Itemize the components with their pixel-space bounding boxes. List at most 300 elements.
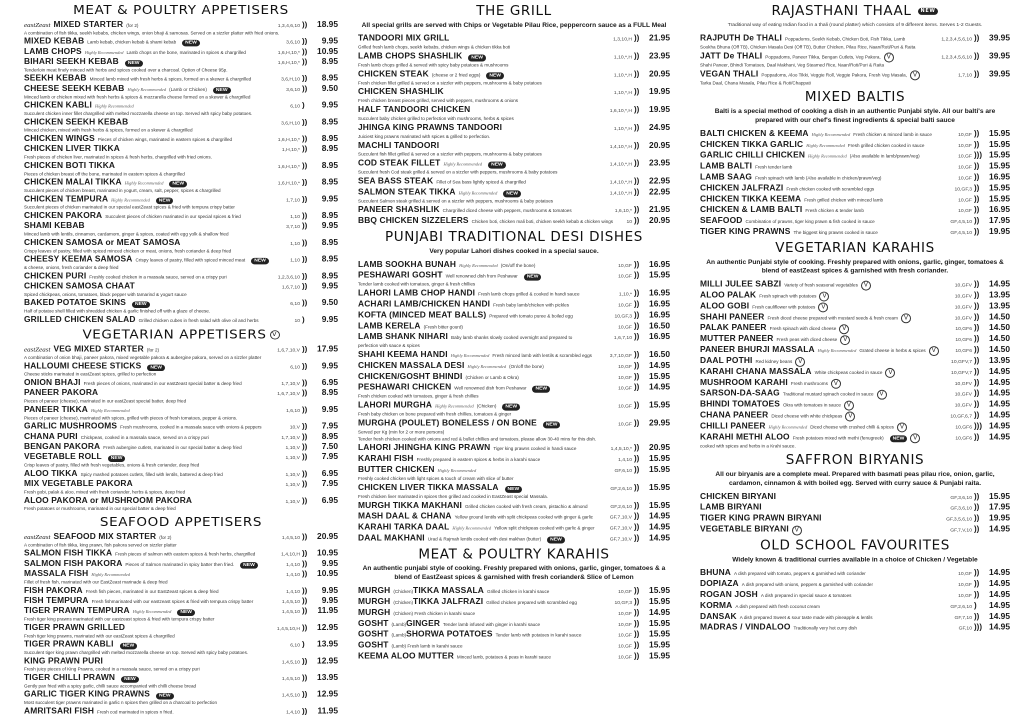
vegetarian-icon: V [818,302,828,312]
brand-logo: eastZeast [24,21,51,29]
menu-item[interactable] [700,344,1010,355]
section-title [700,240,1010,256]
item-description: Crisp leaves of pastry, filled with fresh vegetables, onions & fresh coriander, deep fried [24,462,200,468]
menu-item[interactable] [700,567,1010,578]
menu-item[interactable] [700,226,1010,237]
section-subtitle: Widely known & traditional curries available in a choice of Chicken / Vegetable [732,556,978,564]
menu-item-row [24,117,338,127]
item-price: 7.95 [321,451,338,462]
menu-item[interactable] [358,104,670,122]
menu-item[interactable] [24,83,338,100]
item-price: 15.95 [989,182,1010,193]
menu-item[interactable] [358,122,670,140]
menu-item[interactable] [24,622,338,639]
item-description: & cheese, onions, fresh coriander & deep fried [24,265,119,270]
menu-item[interactable] [358,371,670,382]
menu-item-row [24,452,338,462]
item-name: SHAHI PANEER [700,311,765,322]
spice-level-icon: )) [302,84,308,93]
item-note: Combination of prawns, tiger king prawn & fish cooked in sauce [745,219,875,225]
item-price: 15.95 [649,617,670,628]
menu-item[interactable] [700,502,1010,513]
allergen-codes: 1,6,7,10,V [277,347,300,354]
item-price: 14.95 [989,365,1010,376]
menu-item[interactable] [358,51,670,69]
item-name: GARLIC TIGER KING PRAWNS [24,689,150,699]
menu-item-row [358,140,670,151]
menu-item[interactable] [358,320,670,331]
item-name: DOPIAZA [700,578,739,589]
new-badge: NEW [486,72,504,79]
menu-item[interactable] [24,606,338,623]
item-name: CHICKEN/GOSHT BHINDI [358,370,463,381]
spice-level-icon: )) [634,299,640,309]
menu-item[interactable] [24,73,338,83]
allergen-codes: 6,10 [290,642,300,649]
item-price: 15.95 [649,585,670,596]
menu-item-row [358,418,670,429]
item-name: MADRAS / VINDALOO [700,621,791,632]
item-price: 8.95 [321,160,338,170]
item-name: DAAL POTHI [700,355,753,365]
menu-item[interactable] [24,19,338,36]
menu-item[interactable] [24,548,338,558]
menu-item[interactable] [700,139,1010,150]
menu-item[interactable] [24,673,338,690]
menu-item[interactable] [24,281,338,298]
spice-level-icon: )) [302,378,308,387]
item-name: LAMB BIRYANI [700,501,762,512]
menu-item-row [700,333,1010,344]
menu-item[interactable] [700,524,1010,535]
item-price: 16.95 [649,287,670,298]
menu-item[interactable] [700,68,1010,86]
item-name: KING PRAWN PURI [24,655,104,666]
allergen-codes: 10,GF6 [955,326,972,333]
item-note: Fresh minced lamb with lentils & scrambled eggs [492,353,592,359]
menu-item[interactable] [700,290,1010,301]
item-note: Grilled chicken in karahi sauce [487,589,550,595]
menu-item[interactable] [24,431,338,441]
item-price: 16.95 [989,204,1010,215]
menu-item[interactable] [24,298,338,315]
item-note: Fresh spinach with lamb (Also available in chicken/prawn/veg) [755,175,882,181]
item-note: Fresh chicken cooked with scrambled eggs [786,186,875,192]
menu-item[interactable] [358,33,670,51]
menu-item[interactable] [700,388,1010,399]
item-price: 7.50 [321,441,338,451]
menu-item-row [24,479,338,489]
allergen-codes: 1,4,10 [286,709,300,716]
new-badge: NEW [547,537,565,544]
allergen-codes: 1,4,5,10 [281,599,300,605]
item-description: Spiced chickpeas, onions, tomatoes, black pepper with tamarind & yogurt sauce [24,292,187,297]
item-price: 13.95 [989,300,1010,311]
spice-level-icon: )) [634,33,640,43]
vegetarian-icon: V [885,368,895,378]
menu-section [700,3,1010,86]
menu-item[interactable] [24,254,338,271]
menu-item[interactable] [358,331,670,349]
menu-item[interactable] [358,607,670,618]
menu-item[interactable] [358,533,670,544]
item-description: Most succulent tiger prawns marinated in garlic n spices then grilled on a charcoal to perfection [24,700,218,706]
spice-level-icon: )) [302,706,308,716]
spice-level-icon: )) [302,161,308,170]
item-price: 14.95 [989,621,1010,632]
item-price: 8.95 [321,431,338,441]
item-name: GOSHT [358,628,389,639]
menu-item[interactable] [358,288,670,299]
menu-item[interactable] [24,361,338,378]
allergen-codes: 10,GF [958,582,972,589]
item-price: 14.95 [649,521,670,532]
spice-level-icon: )) [634,607,640,617]
item-note: Tender lamb with potatoes in karahi sauce [495,632,582,638]
item-description: Fresh pieces of chicken liver, marinated in spices & fresh herbs, chargrilled with fried onions. [24,154,212,160]
spice-level-icon: )) [974,356,980,365]
menu-item[interactable] [700,128,1010,139]
menu-item[interactable] [24,532,338,549]
spice-level-icon: )) [634,69,640,79]
menu-item[interactable] [358,86,670,104]
menu-item[interactable] [24,117,338,134]
menu-item[interactable] [358,464,670,482]
menu-item[interactable] [24,452,338,469]
menu-item[interactable] [358,360,670,371]
item-price: 15.95 [649,650,670,661]
item-description: Gently pan fried with a spicy garlic, chilli sauce accompanied with chilli cheese bread [24,683,197,689]
menu-item[interactable] [358,418,670,443]
item-name: BHUNA [700,567,731,578]
menu-item[interactable] [700,333,1010,344]
menu-item[interactable] [358,596,670,607]
menu-item[interactable] [358,640,670,651]
allergen-codes: 10,GF [618,324,632,331]
item-note: The biggest king prawns cooked in sauce [793,230,878,236]
menu-item[interactable] [358,270,670,288]
menu-item[interactable] [700,204,1010,215]
menu-item[interactable] [24,57,338,74]
menu-section [700,538,1010,633]
item-price: 10.95 [317,548,338,558]
menu-item[interactable] [358,618,670,629]
spice-level-icon: )) [302,405,308,414]
menu-item[interactable] [24,314,338,324]
menu-item[interactable] [24,706,338,716]
menu-item[interactable] [358,500,670,511]
item-price: 14.50 [989,344,1010,355]
spice-level-icon: )) [974,161,980,171]
menu-item[interactable] [358,309,670,320]
menu-item[interactable] [24,656,338,673]
menu-item[interactable] [700,355,1010,366]
item-note: (On/off the bone) [509,363,544,369]
item-description: Fresh baby chicken on bone prepared with fresh chillies, tomatoes & ginger [358,411,512,417]
spice-level-icon: )) [302,623,308,632]
allergen-codes: 1,3,4,6,10 [277,23,300,29]
spice-level-icon: )) [634,533,640,543]
menu-item[interactable] [24,378,338,388]
menu-item[interactable] [358,453,670,464]
menu-item-row [24,83,338,93]
allergen-codes: 6,10 [290,301,300,308]
section-title-text: RAJASTHANI THAAL [771,2,912,19]
menu-item[interactable] [24,421,338,431]
menu-item[interactable] [24,100,338,117]
item-note: Grilled chicken cubes in fresh salad with olive oil and herbs [138,318,259,323]
item-name: LAMB SAAG [700,171,753,182]
item-price: 14.95 [649,532,670,543]
allergen-codes: 1,H,10,* [281,147,300,154]
menu-item[interactable] [700,600,1010,611]
allergen-codes: 1,6,7,10 [613,335,632,342]
allergen-codes: 1,4,5,10,* [610,446,632,453]
menu-item-row [358,522,670,533]
item-name: TIGER PRAWN GRILLED [24,622,126,632]
item-description: Tarka Daal, Chana Masala, Pilau Rice & Roti/Chappati [700,80,811,86]
menu-item[interactable] [24,479,338,496]
menu-item[interactable] [700,172,1010,183]
spice-level-icon: )) [302,194,308,204]
menu-item[interactable] [24,134,338,144]
menu-item[interactable] [700,578,1010,589]
menu-item-row [700,172,1010,183]
item-price: 14.95 [989,589,1010,599]
menu-item-row [700,622,1010,633]
allergen-codes: 10,GF [618,621,632,628]
menu-item[interactable] [358,158,670,176]
item-note: Crispy leaves of pastry, filled with spiced minced meat [135,257,246,263]
item-price: 6.95 [321,468,338,478]
menu-item[interactable] [700,51,1010,69]
item-price: 17.95 [317,344,338,354]
menu-item[interactable] [24,211,338,221]
item-price: 7.95 [321,478,338,488]
menu-item-row [24,585,338,595]
highly-recommended-label: Highly Recommended [458,190,498,196]
new-badge: NEW [120,643,138,649]
item-name: CHICKEN STEAK [358,68,429,79]
item-note: Pieces of chicken wings, marinated in eastern spices & chargrilled [97,137,233,142]
spice-level-icon: )) [302,221,308,231]
item-name: LAHORI MURGHA [358,399,433,410]
menu-item[interactable] [358,186,670,204]
menu-item[interactable] [700,513,1010,524]
menu-item[interactable] [24,271,338,281]
menu-item[interactable] [358,68,670,86]
section-title-text: OLD SCHOOL FAVOURITES [760,537,950,554]
menu-item[interactable] [700,420,1010,431]
menu-item[interactable] [700,611,1010,622]
spice-level-icon: )) [974,183,980,193]
menu-item-row [358,482,670,493]
spice-level-icon: )) [302,690,308,699]
spice-level-icon: )) [974,377,980,387]
item-price: 23.95 [649,50,670,61]
menu-item[interactable] [24,388,338,405]
menu-item[interactable] [700,377,1010,388]
menu-item[interactable] [700,622,1010,633]
menu-item[interactable] [700,410,1010,421]
item-price: 20.95 [649,139,670,150]
menu-item[interactable] [358,442,670,453]
item-note: Fresh baby lamb/chicken with pickles [493,302,570,308]
menu-item[interactable] [700,491,1010,502]
item-price: 39.95 [989,32,1010,43]
menu-item[interactable] [24,639,338,656]
menu-item[interactable] [24,160,338,177]
highly-recommended-label: Highly Recommended [91,572,130,577]
menu-item-row [24,548,338,558]
vegetarian-icon: V [270,330,280,339]
menu-item[interactable] [358,400,670,418]
menu-item[interactable] [358,522,670,533]
spice-level-icon: )) [302,74,308,83]
menu-item[interactable] [24,495,338,512]
allergen-codes: 10,GF6 [955,435,972,442]
item-name: JHINGA KING PRAWNS TANDOORI [358,121,503,132]
spice-level-icon: )) [302,559,308,568]
menu-item[interactable] [700,311,1010,322]
spice-level-icon: )) [974,205,980,215]
menu-item[interactable] [700,150,1010,161]
item-description: Crispy leaves of pastry, filled with spiced minced chicken or meat, onions, fresh coriander & deep fried [24,248,232,254]
menu-item[interactable] [358,382,670,400]
menu-item-row [358,270,670,281]
item-name: CHICKEN SAMOSA CHAAT [24,281,135,291]
item-price: 15.95 [989,138,1010,149]
allergen-codes: 1,7,10,V [281,381,300,387]
menu-item[interactable] [24,36,338,46]
spice-level-icon: )) [974,568,980,578]
menu-item-row [358,309,670,320]
menu-item[interactable] [700,161,1010,172]
item-price: 14.50 [989,311,1010,322]
item-price: 15.95 [989,160,1010,171]
menu-item[interactable] [358,585,670,596]
menu-item-row [358,596,670,607]
item-note: (Lamb or Chicken) [169,87,207,92]
menu-item[interactable] [24,689,338,706]
menu-item-row [24,388,338,398]
menu-item-row [358,533,670,544]
menu-item[interactable] [358,176,670,187]
menu-item-row [24,673,338,683]
item-price: 8.95 [321,133,338,143]
allergen-codes: 10,GF,3 [614,599,632,606]
menu-item[interactable] [700,182,1010,193]
menu-item[interactable] [358,299,670,310]
item-name: MACHLI TANDOORI [358,139,440,150]
item-price: 14.50 [989,333,1010,344]
item-price: 14.95 [989,610,1010,621]
menu-item[interactable] [700,589,1010,600]
item-description: Cheese sticks marinated in eastZeast spices, grilled to perfection [24,371,157,377]
item-price: 8.95 [321,143,338,154]
menu-item[interactable] [358,511,670,522]
vegetarian-icon: V [840,335,850,345]
menu-item[interactable] [358,204,670,215]
item-name: GRILLED CHICKEN SALAD [24,314,136,324]
menu-item[interactable] [24,585,338,595]
menu-item[interactable] [24,558,338,568]
new-badge: NEW [532,386,550,393]
menu-item[interactable] [700,322,1010,333]
menu-item[interactable] [24,468,338,478]
spice-level-icon: )) [302,211,308,220]
menu-item[interactable] [24,344,338,361]
item-note: (for 2) [126,23,139,28]
spice-level-icon: )) [974,334,980,344]
spice-level-icon: )) [634,443,640,453]
menu-item[interactable] [24,177,338,194]
allergen-codes: 10,GF,6,7 [950,413,972,420]
item-price: 19.95 [989,512,1010,523]
item-price: 14.95 [649,359,670,370]
menu-item-row [24,656,338,666]
menu-item-row [700,322,1010,333]
allergen-codes: 10,GF6 [955,348,972,355]
menu-item-row [700,431,1010,442]
highly-recommended-label: Highly Recommended [459,262,498,268]
menu-item[interactable] [700,366,1010,377]
menu-item[interactable] [24,404,338,421]
menu-item[interactable] [24,46,338,56]
menu-item[interactable] [700,431,1010,449]
allergen-codes: 10,GF [958,197,972,204]
item-note: Fresh fish pieces, marinated in our EastZeast spices & deep fried [85,589,219,594]
highly-recommended-label: Highly Recommended [132,609,172,615]
menu-item[interactable] [24,596,338,606]
spice-level-icon: )) [974,366,980,376]
item-name: CHICKEN PURI [24,270,87,281]
menu-item[interactable] [24,194,338,211]
menu-item[interactable] [358,140,670,158]
menu-item[interactable] [358,651,670,662]
menu-item-row [358,204,670,215]
menu-item[interactable] [358,482,670,500]
item-price: 19.95 [649,104,670,115]
spice-level-icon: )) [634,629,640,639]
spice-level-icon: )) [302,596,308,605]
menu-item[interactable] [24,221,338,238]
allergen-codes: 10,GFV,7 [951,359,972,365]
menu-item-row [358,158,670,169]
item-note: Traditionally very hot curry dish [793,625,857,631]
menu-item[interactable] [24,237,338,254]
vegetarian-icon: V [929,346,939,356]
menu-item[interactable] [700,399,1010,410]
spice-level-icon: )) [302,37,308,46]
item-price: 8.95 [321,116,338,127]
menu-item[interactable] [358,629,670,640]
menu-item-row [24,281,338,291]
menu-item[interactable] [24,442,338,452]
menu-item[interactable] [24,569,338,586]
menu-item[interactable] [358,349,670,360]
menu-item[interactable] [700,300,1010,311]
menu-item[interactable] [700,215,1010,226]
item-name: LAMB CHOPS SHASHLIK [358,50,463,61]
menu-item[interactable] [700,193,1010,204]
menu-item[interactable] [700,33,1010,51]
menu-item[interactable] [24,144,338,161]
menu-item[interactable] [700,279,1010,290]
item-description: Succulent fresh Cod steak grilled & served on a sizzler with peppers, mushrooms & baby potatoes [358,169,558,175]
menu-item[interactable] [358,215,670,226]
menu-item[interactable] [358,259,670,270]
